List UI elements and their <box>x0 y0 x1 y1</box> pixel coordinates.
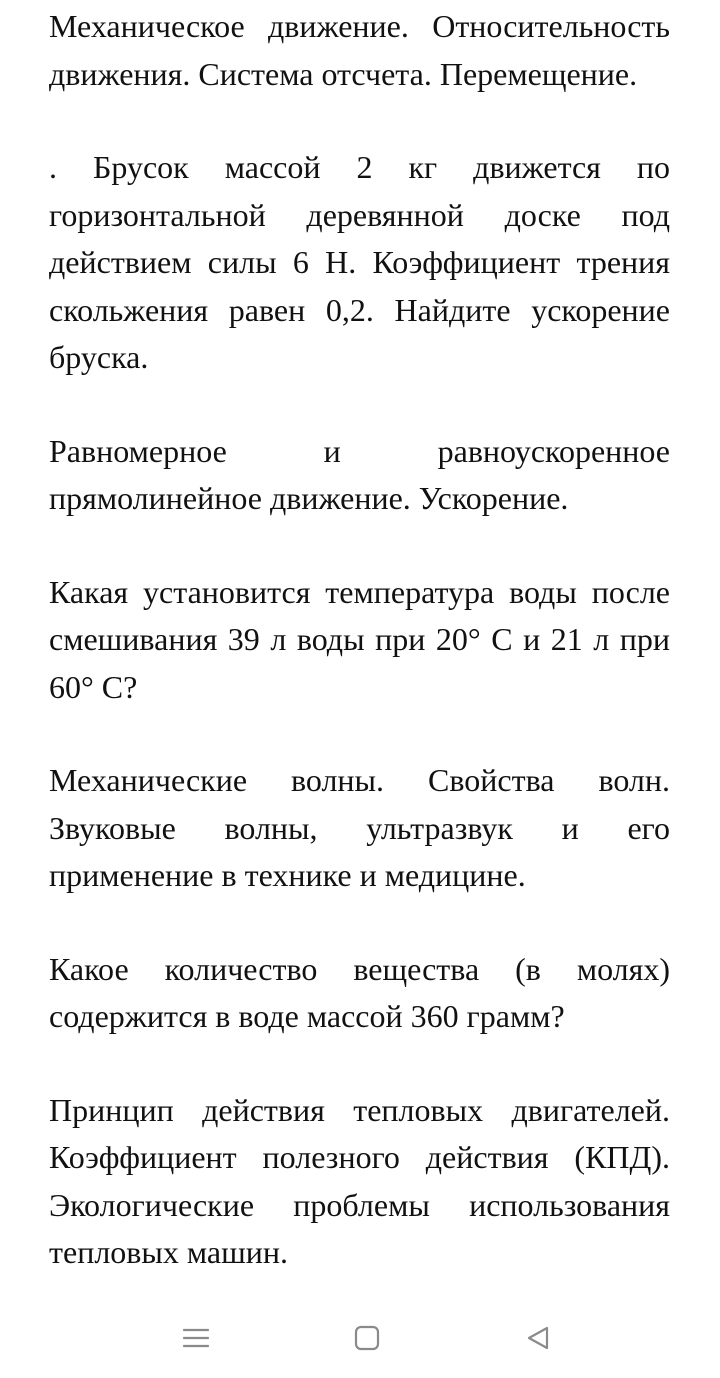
topic-paragraph: Принцип действия тепловых двигателей. Коэффициент полезного действия (КПД). Экологические проблемы использования тепловых машин. <box>49 1091 670 1270</box>
home-button[interactable] <box>347 1320 387 1356</box>
problem-paragraph: Какое количество вещества (в молях) содержится в воде массой 360 грамм? <box>49 950 670 1034</box>
topic-paragraph: Равномерное и равноускоренное прямолинейное движение. Ускорение. <box>49 432 670 516</box>
system-navigation-bar <box>0 1298 720 1378</box>
back-icon <box>525 1325 551 1351</box>
topic-paragraph: Механические волны. Свойства волн. Звуковые волны, ультразвук и его применение в технике и медицине. <box>49 762 670 893</box>
home-icon <box>354 1325 380 1351</box>
back-button[interactable] <box>518 1320 558 1356</box>
menu-button[interactable] <box>176 1320 216 1356</box>
topic-paragraph: Механическое движение. Относительность движения. Система отсчета. Перемещение. <box>49 8 670 92</box>
problem-paragraph: . Брусок массой 2 кг движется по горизонтальной деревянной доске под действием силы 6 Н. Коэффициент трения скольжения равен 0,2. Найдите ускорение бруска. <box>49 149 670 375</box>
document-body <box>49 0 670 1277</box>
menu-icon <box>183 1327 209 1349</box>
problem-paragraph: Какая установится температура воды после смешивания 39 л воды при 20° С и 21 л при 60° С? <box>49 573 670 705</box>
